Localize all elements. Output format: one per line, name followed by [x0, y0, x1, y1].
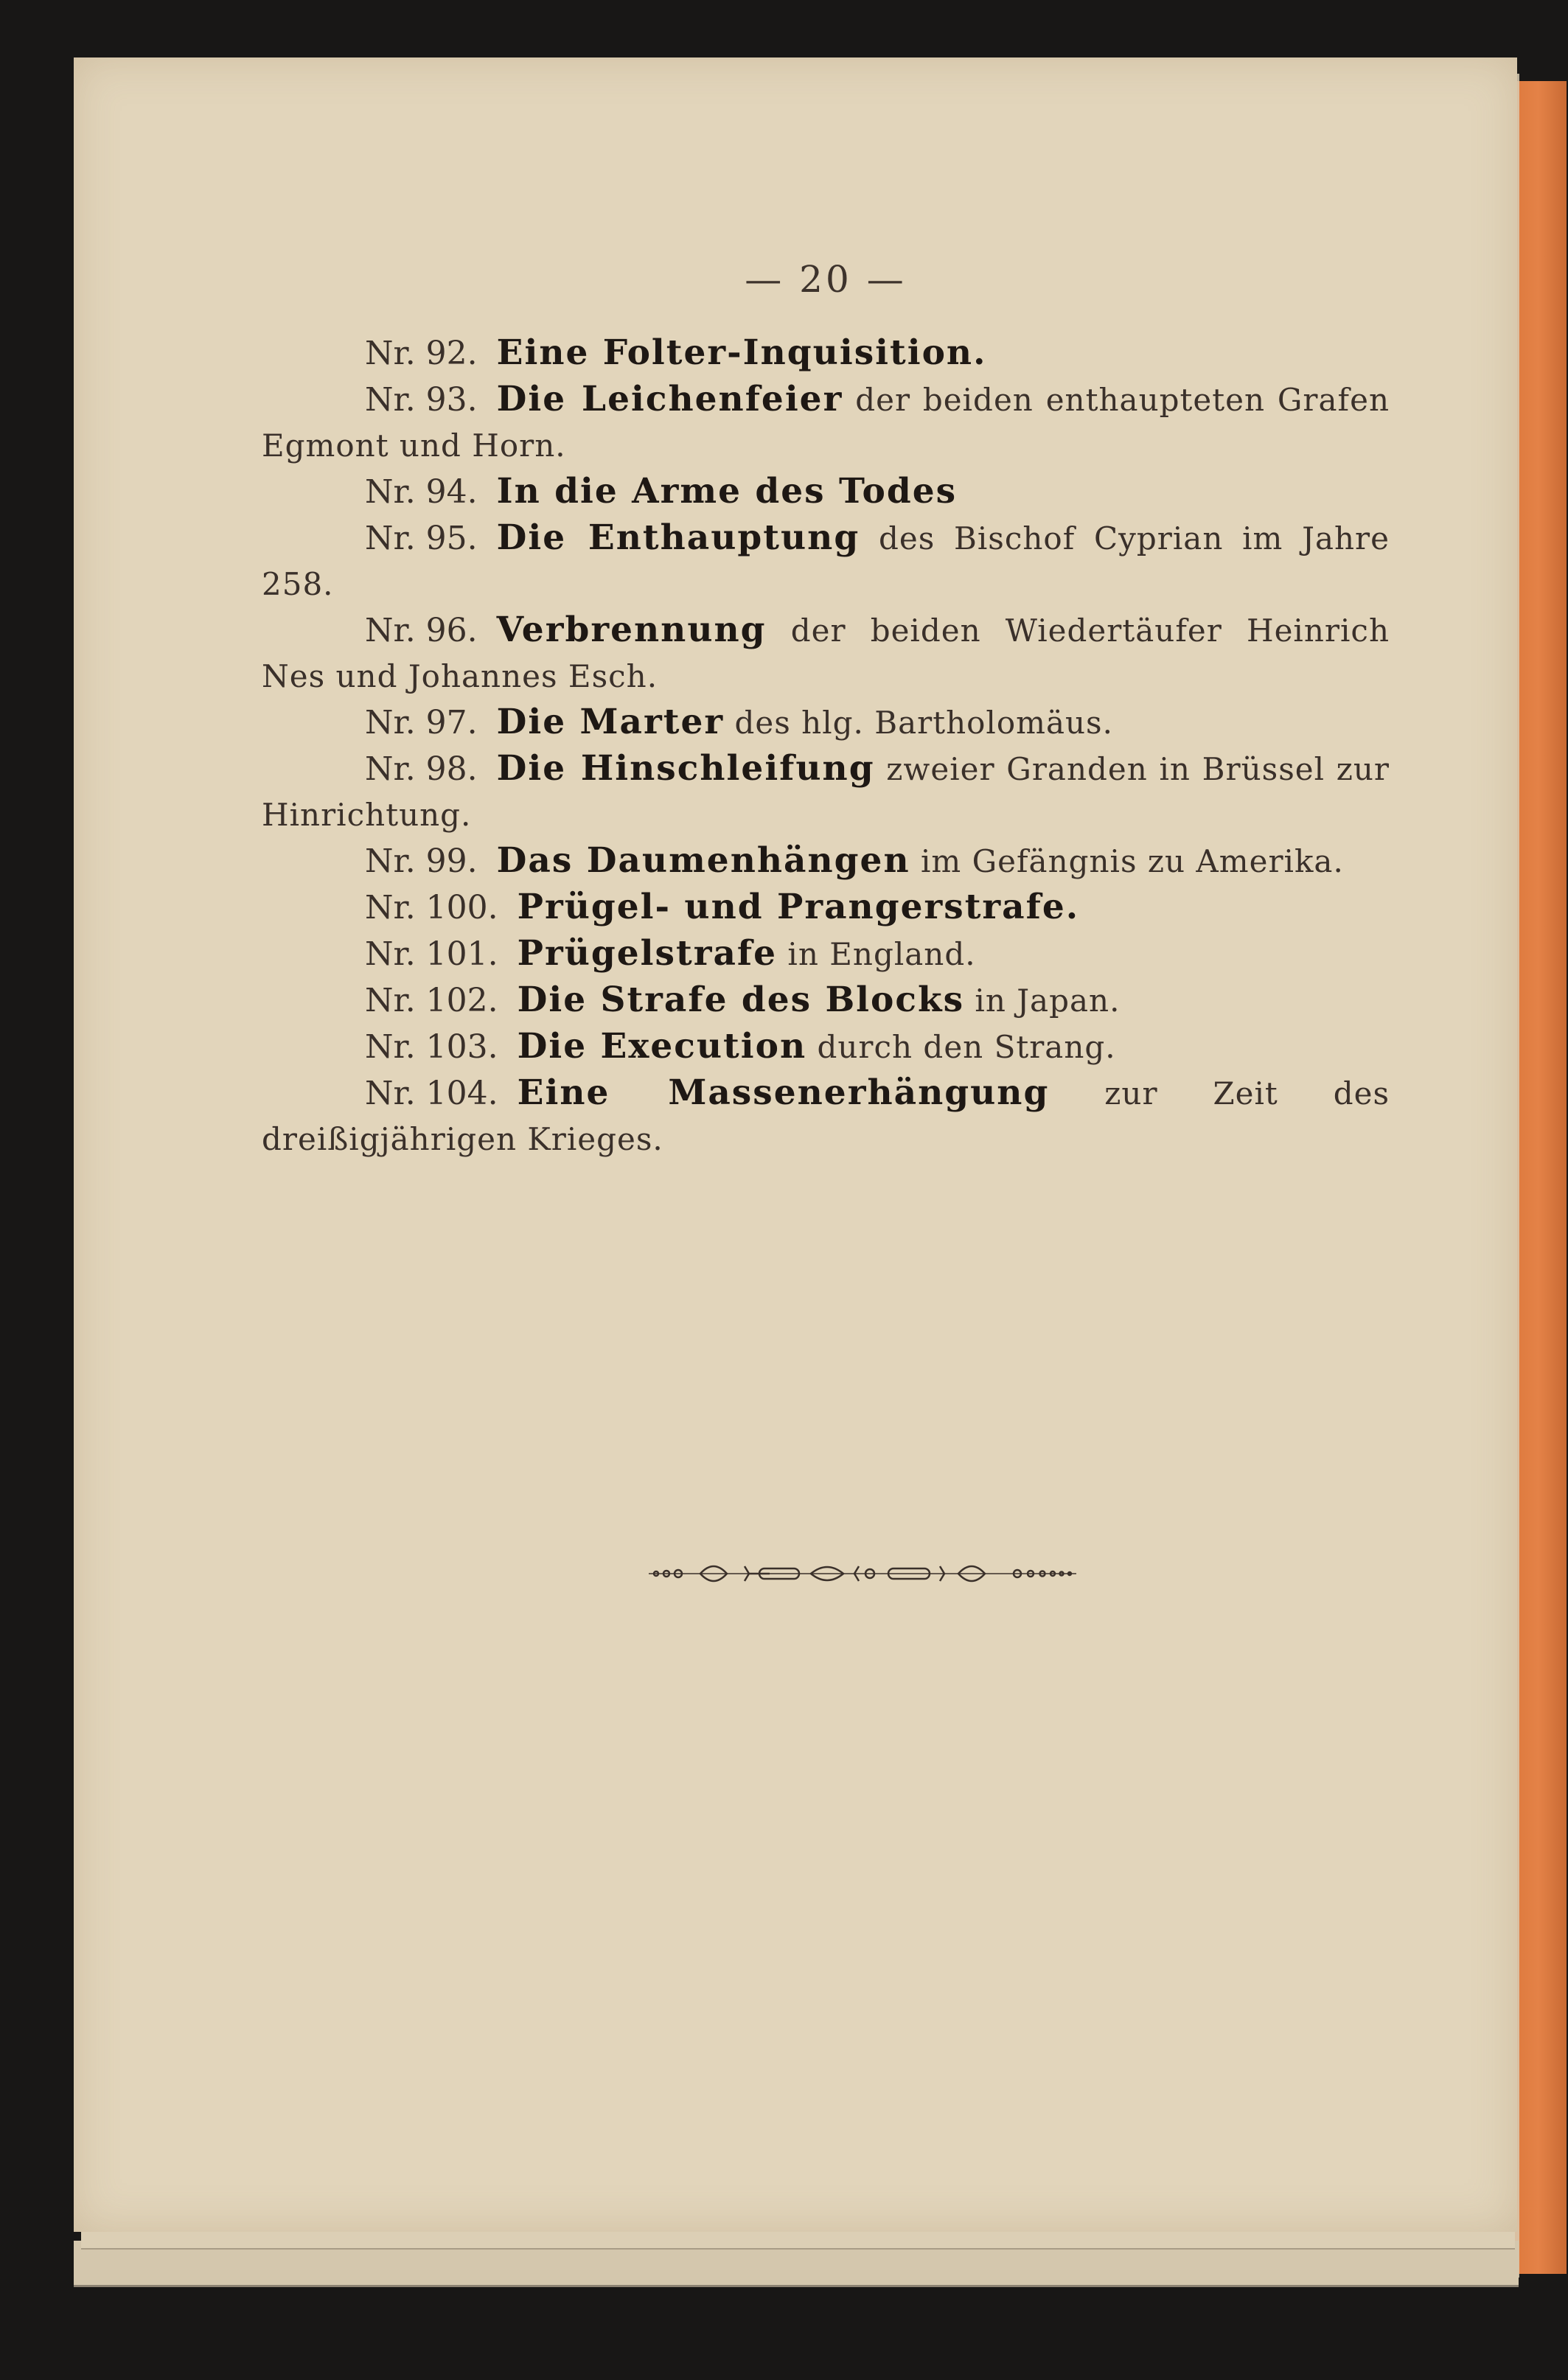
entry-description: des Bischof Cyprian im Jahre 258. — [262, 520, 1390, 602]
entry-description: in Japan. — [964, 983, 1121, 1019]
entry-list — [262, 330, 1390, 1162]
entry-number: Nr. 98. — [365, 750, 478, 788]
entry-title: Eine Massenerhängung — [517, 1072, 1050, 1113]
entry-98 — [262, 746, 1390, 838]
entry-92 — [262, 330, 1390, 377]
entry-description: zweier Granden in Brüssel zur Hinrichtung. — [262, 751, 1390, 833]
entry-99 — [262, 838, 1390, 884]
entry-97 — [262, 699, 1390, 746]
page-number: — 20 — — [745, 258, 907, 301]
entry-description: in England. — [777, 936, 976, 972]
entry-description: zur Zeit des dreißigjährigen Krieges. — [262, 1075, 1390, 1157]
entry-number: Nr. 101. — [365, 935, 498, 973]
page-content — [262, 257, 1390, 1162]
entry-title: Verbrennung — [496, 610, 767, 650]
entry-number: Nr. 97. — [365, 704, 478, 741]
entry-96 — [262, 607, 1390, 699]
entry-description: durch den Strang. — [806, 1029, 1116, 1065]
entry-title: Das Daumenhängen — [496, 840, 910, 881]
entry-title: Die Leichenfeier — [496, 379, 843, 419]
entry-title: Die Strafe des Blocks — [517, 980, 965, 1020]
entry-101 — [262, 931, 1390, 977]
entry-title: Die Hinschleifung — [496, 748, 875, 789]
entry-description: des hlg. Bartholomäus. — [724, 705, 1113, 741]
entry-number: Nr. 103. — [365, 1028, 498, 1066]
entry-description: der beiden Wiedertäufer Heinrich Nes und Johannes Esch. — [262, 613, 1390, 694]
entry-93 — [262, 377, 1390, 469]
ornament-rule-icon — [649, 1557, 1076, 1590]
entry-number: Nr. 99. — [365, 842, 478, 880]
entry-number: Nr. 102. — [365, 982, 498, 1019]
entry-95 — [262, 515, 1390, 607]
entry-number: Nr. 96. — [365, 612, 478, 649]
entry-102 — [262, 977, 1390, 1024]
entry-description: der beiden enthaupteten Grafen Egmont und Horn. — [262, 382, 1390, 464]
entry-title: In die Arme des Todes — [496, 471, 958, 512]
entry-number: Nr. 93. — [365, 381, 478, 419]
entry-title: Prügel- und Prangerstrafe. — [517, 887, 1080, 927]
entry-104 — [262, 1070, 1390, 1162]
entry-description: im Gefängnis zu Amerika. — [910, 843, 1344, 879]
entry-title: Die Marter — [496, 702, 725, 742]
entry-title: Prügelstrafe — [517, 933, 778, 974]
book-page — [74, 57, 1517, 2232]
entry-number: Nr. 94. — [365, 473, 478, 511]
entry-number: Nr. 95. — [365, 520, 478, 557]
entry-title: Eine Folter-Inquisition. — [496, 332, 987, 373]
entry-title: Die Execution — [517, 1026, 807, 1067]
entry-title: Die Enthauptung — [496, 517, 860, 558]
entry-103 — [262, 1024, 1390, 1070]
entry-number: Nr. 100. — [365, 889, 498, 926]
entry-94 — [262, 469, 1390, 515]
entry-number: Nr. 104. — [365, 1075, 498, 1112]
entry-100 — [262, 884, 1390, 931]
entry-number: Nr. 92. — [365, 335, 478, 372]
